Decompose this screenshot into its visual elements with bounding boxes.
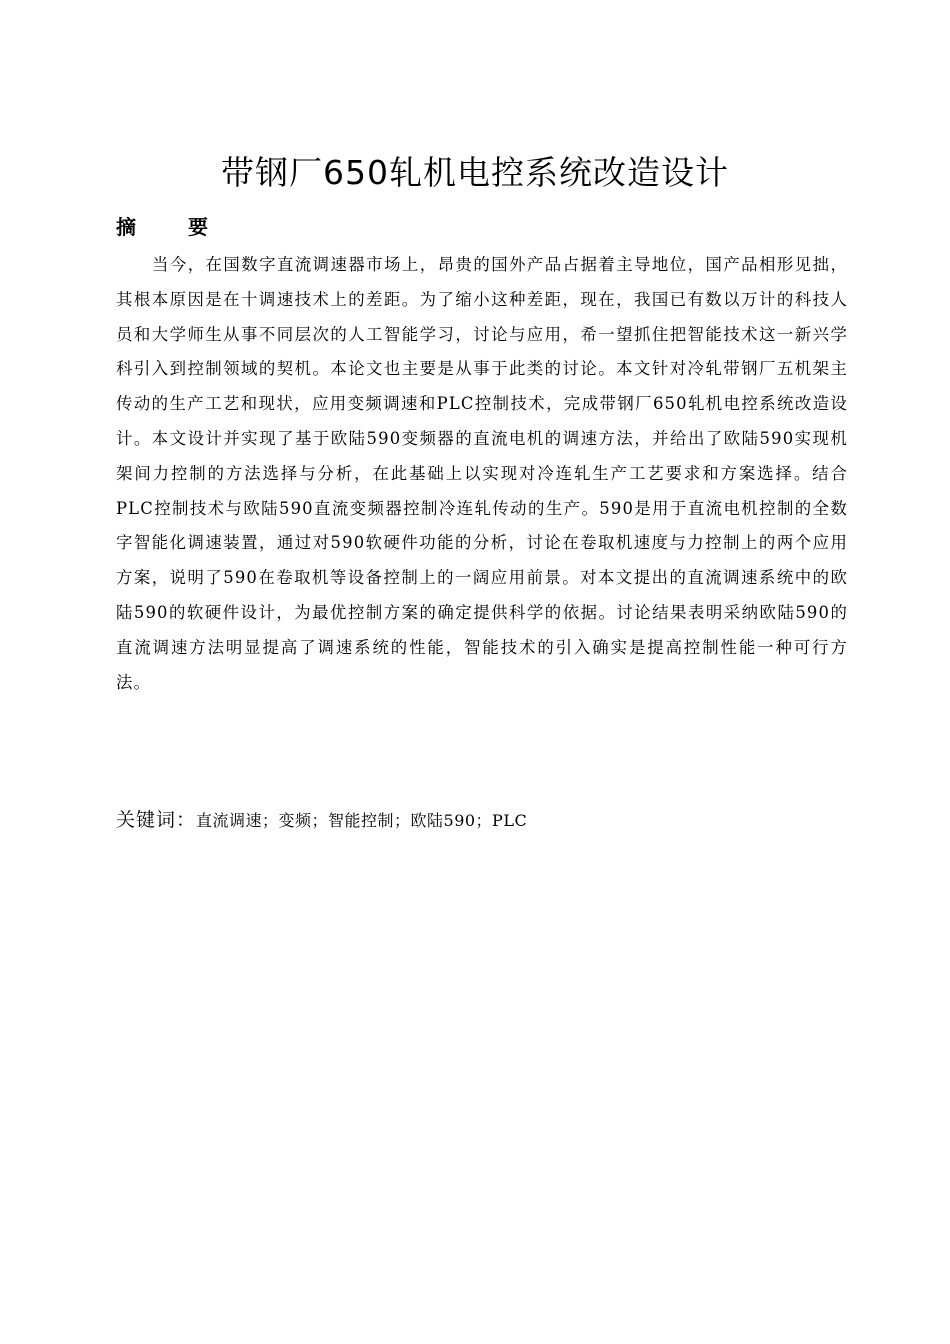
- document-title: 带钢厂650轧机电控系统改造设计: [221, 153, 729, 192]
- abstract-body: 当今，在国数字直流调速器市场上，昂贵的国外产品占据着主导地位，国产品相形见拙，其根本原因是在十调速技术上的差距。为了缩小这种差距，现在，我国已有数以万计的科技人员和大学师生从事不同层次的人工智能学习，讨论与应用，希一望抓住把智能技术这一新兴学科引入到控制领域的契机。本论文也主要是从事于此类的讨论。本文针对冷轧带钢厂五机架主传动的生产工艺和现状，应用变频调速和PLC控制技术，完成带钢厂650轧机电控系统改造设计。本文设计并实现了基于欧陆590变频器的直流电机的调速方法，并给出了欧陆590实现机架间力控制的方法选择与分析，在此基础上以实现对冷连轧生产工艺要求和方案选择。结合PLC控制技术与欧陆590直流变频器控制冷连轧传动的生产。590是用于直流电机控制的全数字智能化调速装置，通过对590软硬件功能的分析，讨论在卷取机速度与力控制上的两个应用方案，说明了590在卷取机等设备控制上的一阔应用前景。对本文提出的直流调速系统中的欧陆590的软硬件设计，为最优控制方案的确定提供科学的依据。讨论结果表明采纳欧陆590的直流调速方法明显提高了调速系统的性能，智能技术的引入确实是提高控制性能一种可行方法。: [116, 255, 848, 692]
- keywords-text: 直流调速；变频；智能控制；欧陆590；PLC: [196, 811, 528, 830]
- keywords-label: 关键词：: [116, 809, 197, 831]
- keywords-line: [116, 804, 527, 837]
- abstract-heading: 摘要: [116, 215, 260, 239]
